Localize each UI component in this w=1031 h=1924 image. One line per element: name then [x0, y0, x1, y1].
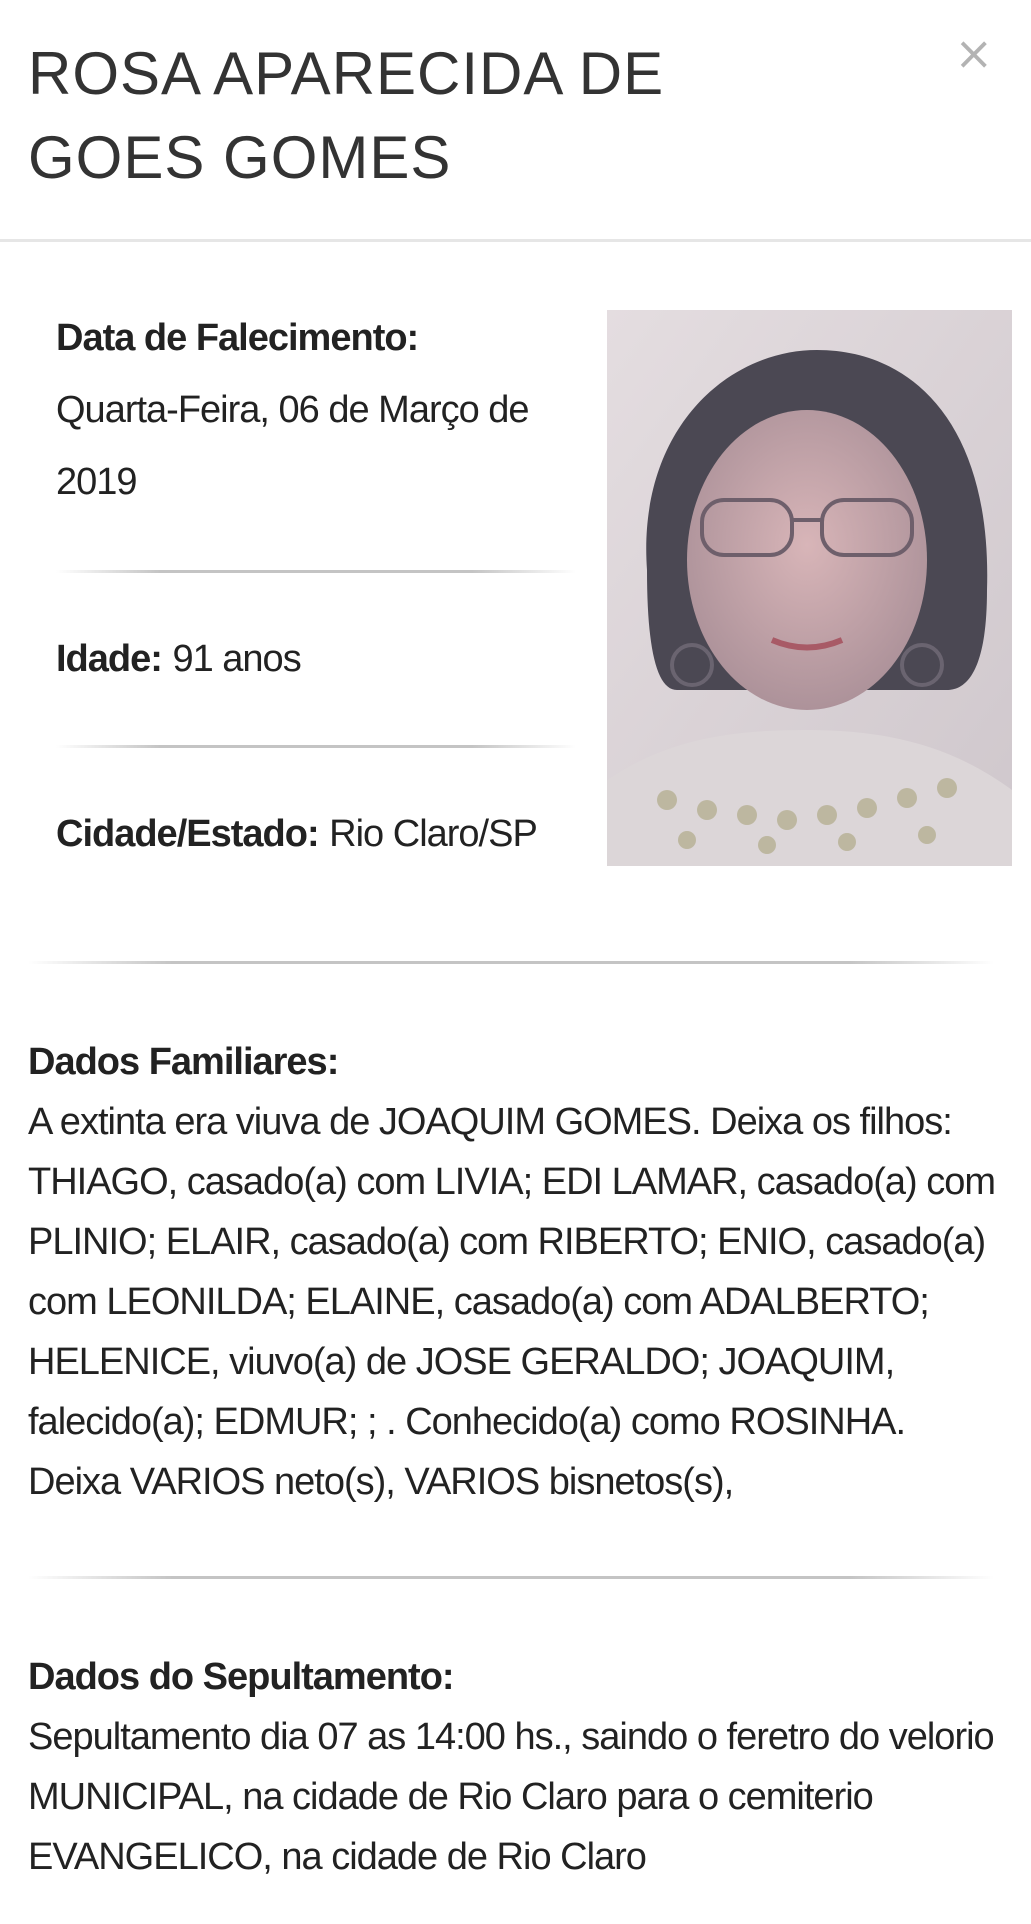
city-value: Rio Claro/SP — [329, 813, 537, 855]
divider — [28, 1576, 994, 1579]
age-field — [56, 623, 576, 695]
burial-label: Dados do Sepultamento: — [28, 1656, 454, 1698]
family-section — [28, 1032, 1003, 1512]
family-text: A extinta era viuva de JOAQUIM GOMES. Deixa os filhos: THIAGO, casado(a) com LIVIA; EDI LAMAR, casado(a) com PLINIO; ELAIR, casado(a) com RIBERTO; ENIO, casado(a) com LEONILDA; ELAINE, casado(a) com ADALBERTO; HELENICE, viuvo(a) de JOSE GERALDO; JOAQUIM, falecido(a); EDMUR; ; . Conhecido(a) como ROSINHA. Deixa VARIOS neto(s), VARIOS bisnetos(s), — [28, 1101, 995, 1503]
modal-body — [0, 242, 1031, 1878]
portrait-photo-icon — [607, 310, 1012, 866]
details-fields — [56, 302, 576, 870]
close-icon[interactable]: × — [954, 26, 993, 80]
details-area — [28, 242, 1003, 959]
burial-text: Sepultamento dia 07 as 14:00 hs., saindo o feretro do velorio MUNICIPAL, na cidade de Rio Claro para o cemiterio EVANGELICO, na cidade de Rio Claro — [28, 1716, 994, 1878]
deceased-photo — [607, 310, 1012, 866]
death-date-field — [56, 302, 576, 518]
age-value: 91 anos — [172, 638, 301, 680]
city-field — [56, 798, 576, 870]
death-date-value: Quarta-Feira, 06 de Março de 2019 — [56, 389, 529, 503]
modal-header — [0, 0, 1031, 242]
family-label: Dados Familiares: — [28, 1041, 339, 1083]
divider — [28, 961, 994, 964]
death-date-label: Data de Falecimento: — [56, 317, 419, 359]
modal-title: ROSA APARECIDA DE GOES GOMES — [28, 40, 665, 191]
age-label: Idade: — [56, 638, 162, 680]
burial-section — [28, 1647, 1003, 1887]
city-label: Cidade/Estado: — [56, 813, 319, 855]
